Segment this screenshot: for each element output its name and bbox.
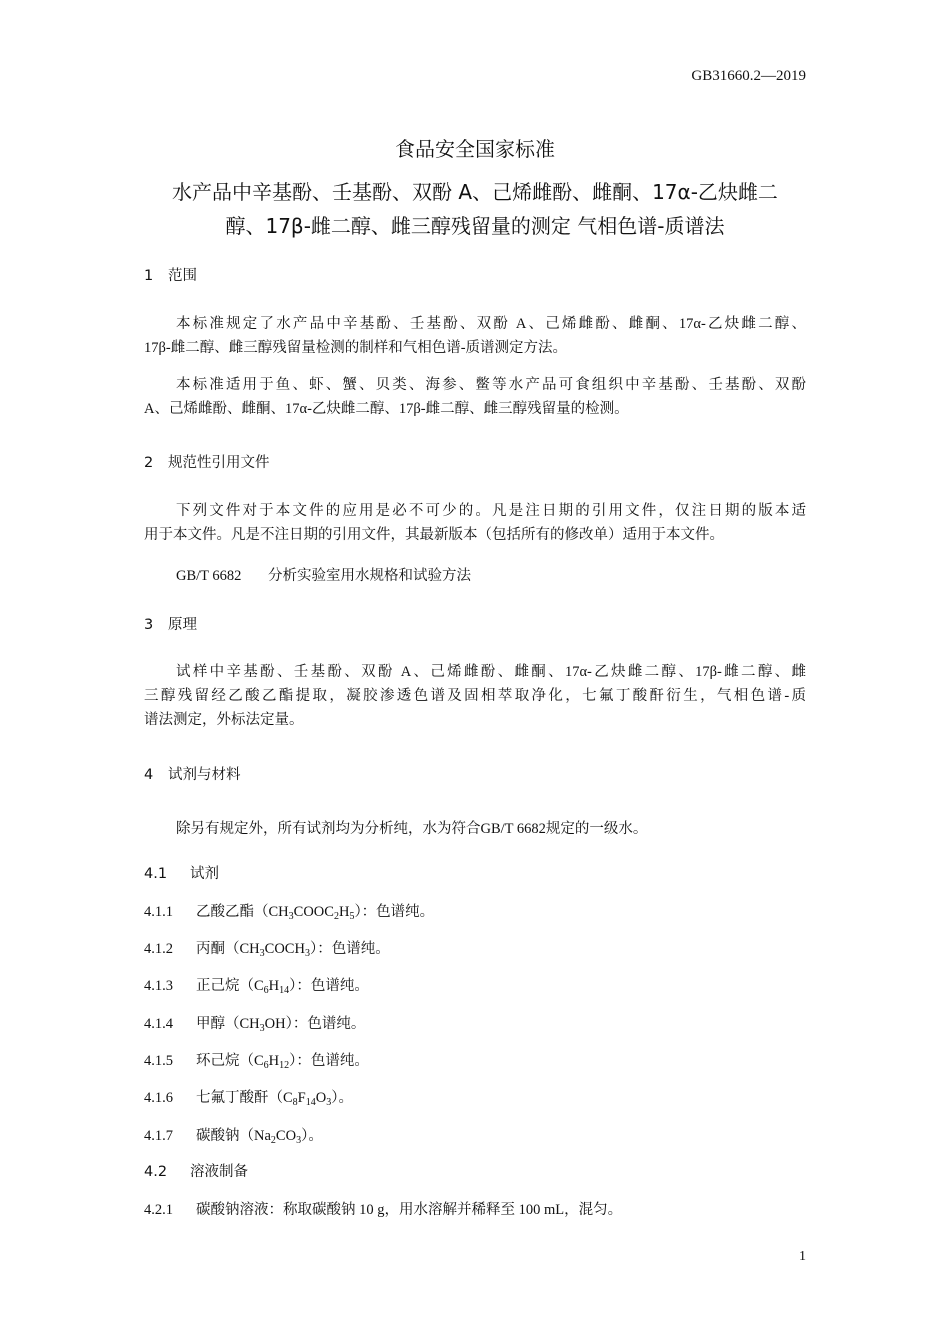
page-number: 1 [799,1249,806,1264]
reagent-item: 4.1.5 环己烷$(C_6H_{12})$：色谱纯。 [144,1053,369,1071]
paragraph-line: 本标准适用于鱼、虾、蟹、贝类、海参、鳖等水产品可食组织中辛基酚、壬基酚、双酚 [176,377,806,393]
reagent-item: 4.1.3 正己烷$(C_6H_{14})$：色谱纯。 [144,978,369,996]
item-description: ）：色谱纯。 [285,1016,366,1032]
solution-item [144,1198,622,1219]
subsection-number: 4.2 [144,1164,168,1180]
subsection-title: 溶液制备 [190,1164,248,1180]
reagent-item: 4.1.1 乙酸乙酯$(CH_3COOC_2H_5)$：色谱纯。 [144,904,435,922]
item-number: 4.1.6 [144,1090,173,1106]
item-description: ）。 [331,1090,353,1106]
item-description: ）：色谱纯。 [289,1053,369,1069]
section-title: 原理 [168,617,197,633]
section-heading-normative-references [144,451,270,472]
item-number: 4.1.1 [144,904,173,920]
reagent-item: 4.1.7 碳酸钠$(Na_2CO_3)$。 [144,1128,323,1146]
section-number: 2 [144,455,154,471]
document-title: 食品安全国家标准 [395,137,555,161]
reagent-item: 4.1.4 甲醇$(CH_3OH)$：色谱纯。 [144,1016,366,1034]
item-name: 环己烷（ [196,1053,254,1069]
item-number: 4.1.4 [144,1016,173,1032]
standard-code: GB31660.2—2019 [691,68,806,84]
item-name: 七氟丁酸酐（ [196,1090,283,1106]
paragraph-scope-2 [144,373,806,421]
item-description: ）：色谱纯。 [309,941,390,957]
section-heading-scope [144,264,197,285]
section-title: 规范性引用文件 [168,455,270,471]
item-number: 4.2.1 [144,1202,173,1218]
item-number: 4.1.2 [144,941,173,957]
item-name: 碳酸钠（ [196,1128,254,1144]
paragraph-line: 用于本文件。凡是不注日期的引用文件，其最新版本（包括所有的修改单）适用于本文件。 [144,527,724,543]
reagent-item: 4.1.2 丙酮$(CH_3COCH_3)$：色谱纯。 [144,941,390,959]
section-title: 范围 [168,268,197,284]
subsection-heading-reagents [144,862,219,883]
item-number: 4.1.5 [144,1053,173,1069]
paragraph-line: A、己烯雌酚、雌酮、17α-乙炔雌二醇、17β-雌二醇、雌三醇残留量的检测。 [144,401,629,417]
paragraph-principle [144,660,806,732]
section-number: 3 [144,617,154,633]
paragraph-line: 三醇残留经乙酸乙酯提取，凝胶渗透色谱及固相萃取净化，七氟丁酸酐衍生，气相色谱-质 [144,688,806,704]
section-number: 4 [144,767,154,783]
paragraph-line: 17β-雌二醇、雌三醇残留量检测的制样和气相色谱-质谱测定方法。 [144,340,568,356]
item-description: ）：色谱纯。 [289,978,369,994]
reagent-item: 4.1.6 七氟丁酸酐$(C_8F_{14}O_3)$。 [144,1090,353,1108]
paragraph-line: 谱法测定，外标法定量。 [144,712,304,728]
item-name: 丙酮（ [196,941,240,957]
section-number: 1 [144,268,154,284]
item-number: 4.1.3 [144,978,173,994]
paragraph-line: 试样中辛基酚、壬基酚、双酚 A、己烯雌酚、雌酮、17α-乙炔雌二醇、17β-雌二醇、雌 [176,664,806,680]
item-name: 甲醇（ [196,1016,240,1032]
reference-entry [176,564,471,585]
paragraph-line: 本标准规定了水产品中辛基酚、壬基酚、双酚 A、己烯雌酚、雌酮、17α-乙炔雌二醇、 [176,316,806,332]
document-subtitle-line-2: 醇、17β-雌二醇、雌三醇残留量的测定 气相色谱-质谱法 [225,214,725,238]
paragraph-scope-1 [144,312,806,360]
section-heading-reagents-materials [144,763,241,784]
reference-code: GB/T 6682 [176,568,242,584]
item-name: 乙酸乙酯（ [196,904,269,920]
section-heading-principle [144,613,197,634]
subsection-title: 试剂 [190,866,219,882]
paragraph-references [144,499,806,547]
item-name: 正己烷（ [196,978,254,994]
paragraph-line: 下列文件对于本文件的应用是必不可少的。凡是注日期的引用文件，仅注日期的版本适 [176,503,806,519]
item-number: 4.1.7 [144,1128,173,1144]
item-description: ）：色谱纯。 [354,904,435,920]
paragraph-reagents-general: 除另有规定外，所有试剂均为分析纯，水为符合GB/T 6682规定的一级水。 [176,821,648,837]
subsection-number: 4.1 [144,866,168,882]
reference-title: 分析实验室用水规格和试验方法 [268,568,471,584]
section-title: 试剂与材料 [168,767,241,783]
item-description: ）。 [301,1128,323,1144]
document-subtitle-line-1: 水产品中辛基酚、壬基酚、双酚 A、己烯雌酚、雌酮、17α-乙炔雌二 [172,180,778,204]
item-description: 碳酸钠溶液：称取碳酸钠 10 g，用水溶解并稀释至 100 mL，混匀。 [196,1202,623,1218]
subsection-heading-solution-preparation [144,1160,248,1181]
